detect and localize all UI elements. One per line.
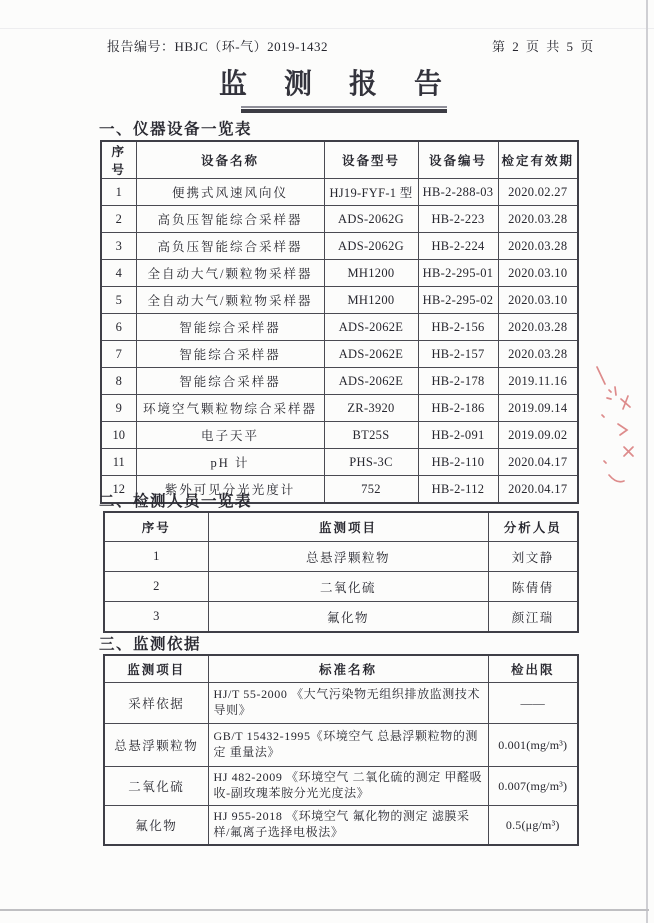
report-number: 报告编号：HBJC（环-气）2019-1432 bbox=[107, 39, 328, 54]
cell-device-no: HB-2-295-02 bbox=[418, 287, 498, 314]
cell-project: 二氧化硫 bbox=[104, 767, 208, 806]
cell-analyst: 刘文静 bbox=[488, 542, 578, 572]
section1-heading: 一、仪器设备一览表 bbox=[99, 121, 253, 138]
col-header: 序号 bbox=[101, 141, 136, 179]
table-row bbox=[104, 602, 578, 633]
cell-project: 采样依据 bbox=[104, 683, 208, 724]
scan-bottom-edge-line bbox=[0, 909, 649, 911]
cell-detection-limit: —— bbox=[488, 683, 578, 724]
cell-device-no: HB-2-112 bbox=[418, 476, 498, 504]
cell-seq: 7 bbox=[101, 341, 136, 368]
cell-standard-name: HJ 955-2018 《环境空气 氟化物的测定 滤膜采样/氟离子选择电极法》 bbox=[208, 806, 488, 846]
cell-device-name: 紫外可见分光光度计 bbox=[136, 476, 324, 504]
personnel-table bbox=[103, 511, 579, 633]
document-header bbox=[0, 36, 654, 56]
table-header-row bbox=[101, 141, 578, 179]
cell-valid-date: 2019.09.02 bbox=[498, 422, 578, 449]
page-number: 第 2 页 共 5 页 bbox=[492, 39, 596, 54]
cell-model: ADS-2062E bbox=[324, 341, 418, 368]
cell-model: HJ19-FYF-1 型 bbox=[324, 179, 418, 206]
cell-device-no: HB-2-223 bbox=[418, 206, 498, 233]
cell-valid-date: 2019.11.16 bbox=[498, 368, 578, 395]
cell-analyst: 颜江瑞 bbox=[488, 602, 578, 633]
cell-device-name: 便携式风速风向仪 bbox=[136, 179, 324, 206]
cell-detection-limit: 0.001(mg/m³) bbox=[488, 724, 578, 767]
cell-valid-date: 2020.04.17 bbox=[498, 476, 578, 504]
table-header-row bbox=[104, 655, 578, 683]
cell-project: 氟化物 bbox=[104, 806, 208, 846]
cell-device-name: 智能综合采样器 bbox=[136, 314, 324, 341]
cell-device-no: HB-2-157 bbox=[418, 341, 498, 368]
cell-valid-date: 2020.03.28 bbox=[498, 341, 578, 368]
cell-device-name: 环境空气颗粒物综合采样器 bbox=[136, 395, 324, 422]
col-header: 设备编号 bbox=[418, 141, 498, 179]
cell-seq: 5 bbox=[101, 287, 136, 314]
cell-seq: 10 bbox=[101, 422, 136, 449]
table-header-row bbox=[104, 512, 578, 542]
cell-device-name: 电子天平 bbox=[136, 422, 324, 449]
table-row bbox=[101, 341, 578, 368]
cell-device-name: 高负压智能综合采样器 bbox=[136, 233, 324, 260]
table-row bbox=[104, 572, 578, 602]
cell-device-no: HB-2-224 bbox=[418, 233, 498, 260]
cell-seq: 8 bbox=[101, 368, 136, 395]
cell-device-no: HB-2-110 bbox=[418, 449, 498, 476]
col-header: 分析人员 bbox=[488, 512, 578, 542]
cell-model: ZR-3920 bbox=[324, 395, 418, 422]
cell-device-name: 全自动大气/颗粒物采样器 bbox=[136, 287, 324, 314]
cell-model: MH1200 bbox=[324, 260, 418, 287]
cell-device-no: HB-2-091 bbox=[418, 422, 498, 449]
cell-device-no: HB-2-178 bbox=[418, 368, 498, 395]
monitoring-basis-table bbox=[103, 654, 579, 846]
title-underline-rule bbox=[241, 106, 447, 113]
cell-standard-name: HJ/T 55-2000 《大气污染物无组织排放监测技术导则》 bbox=[208, 683, 488, 724]
col-header: 检出限 bbox=[488, 655, 578, 683]
cell-seq: 3 bbox=[104, 602, 208, 633]
cell-seq: 12 bbox=[101, 476, 136, 504]
col-header: 设备名称 bbox=[136, 141, 324, 179]
cell-device-name: 全自动大气/颗粒物采样器 bbox=[136, 260, 324, 287]
scan-top-edge-line bbox=[0, 28, 654, 29]
table-row bbox=[104, 542, 578, 572]
cell-model: ADS-2062E bbox=[324, 314, 418, 341]
col-header: 标准名称 bbox=[208, 655, 488, 683]
cell-model: PHS-3C bbox=[324, 449, 418, 476]
col-header: 序号 bbox=[104, 512, 208, 542]
table-row bbox=[101, 314, 578, 341]
cell-valid-date: 2020.03.28 bbox=[498, 206, 578, 233]
cell-device-no: HB-2-295-01 bbox=[418, 260, 498, 287]
table-row bbox=[104, 806, 578, 846]
cell-model: 752 bbox=[324, 476, 418, 504]
table-row bbox=[101, 233, 578, 260]
cell-analyst: 陈倩倩 bbox=[488, 572, 578, 602]
cell-valid-date: 2020.03.28 bbox=[498, 233, 578, 260]
table-row bbox=[101, 260, 578, 287]
cell-valid-date: 2019.09.14 bbox=[498, 395, 578, 422]
cell-model: MH1200 bbox=[324, 287, 418, 314]
cell-seq: 4 bbox=[101, 260, 136, 287]
cell-seq: 3 bbox=[101, 233, 136, 260]
cell-valid-date: 2020.03.10 bbox=[498, 260, 578, 287]
col-header: 检定有效期 bbox=[498, 141, 578, 179]
cell-device-name: 高负压智能综合采样器 bbox=[136, 206, 324, 233]
section3-heading: 三、监测依据 bbox=[99, 636, 202, 653]
cell-seq: 1 bbox=[104, 542, 208, 572]
cell-standard-name: HJ 482-2009 《环境空气 二氧化硫的测定 甲醛吸收-副玫瑰苯胺分光光度法》 bbox=[208, 767, 488, 806]
cell-seq: 2 bbox=[104, 572, 208, 602]
cell-valid-date: 2020.03.28 bbox=[498, 314, 578, 341]
cell-device-name: 智能综合采样器 bbox=[136, 341, 324, 368]
cell-model: BT25S bbox=[324, 422, 418, 449]
table-row bbox=[101, 206, 578, 233]
cell-project: 二氧化硫 bbox=[208, 572, 488, 602]
table-row bbox=[101, 179, 578, 206]
col-header: 设备型号 bbox=[324, 141, 418, 179]
cell-seq: 6 bbox=[101, 314, 136, 341]
table-row bbox=[101, 395, 578, 422]
table-row bbox=[101, 287, 578, 314]
col-header: 监测项目 bbox=[104, 655, 208, 683]
cell-device-no: HB-2-186 bbox=[418, 395, 498, 422]
table-row bbox=[101, 449, 578, 476]
cell-seq: 11 bbox=[101, 449, 136, 476]
cell-project: 总悬浮颗粒物 bbox=[208, 542, 488, 572]
cell-device-name: 智能综合采样器 bbox=[136, 368, 324, 395]
cell-detection-limit: 0.007(mg/m³) bbox=[488, 767, 578, 806]
cell-model: ADS-2062G bbox=[324, 206, 418, 233]
section2-heading: 二、检测人员一览表 bbox=[99, 493, 253, 510]
table-row bbox=[104, 767, 578, 806]
cell-model: ADS-2062E bbox=[324, 368, 418, 395]
cell-device-no: HB-2-288-03 bbox=[418, 179, 498, 206]
cell-valid-date: 2020.04.17 bbox=[498, 449, 578, 476]
cell-project: 总悬浮颗粒物 bbox=[104, 724, 208, 767]
document-title: 监 测 报 告 bbox=[218, 69, 457, 100]
cell-seq: 1 bbox=[101, 179, 136, 206]
cell-valid-date: 2020.03.10 bbox=[498, 287, 578, 314]
table-row bbox=[104, 683, 578, 724]
cell-project: 氟化物 bbox=[208, 602, 488, 633]
cell-standard-name: GB/T 15432-1995《环境空气 总悬浮颗粒物的测定 重量法》 bbox=[208, 724, 488, 767]
table-row bbox=[101, 368, 578, 395]
cell-device-no: HB-2-156 bbox=[418, 314, 498, 341]
cell-device-name: pH 计 bbox=[136, 449, 324, 476]
handwritten-red-marks bbox=[588, 362, 648, 492]
cell-seq: 9 bbox=[101, 395, 136, 422]
equipment-table bbox=[100, 140, 579, 504]
cell-model: ADS-2062G bbox=[324, 233, 418, 260]
col-header: 监测项目 bbox=[208, 512, 488, 542]
table-row bbox=[101, 422, 578, 449]
table-row bbox=[104, 724, 578, 767]
cell-detection-limit: 0.5(μg/m³) bbox=[488, 806, 578, 846]
cell-seq: 2 bbox=[101, 206, 136, 233]
cell-valid-date: 2020.02.27 bbox=[498, 179, 578, 206]
